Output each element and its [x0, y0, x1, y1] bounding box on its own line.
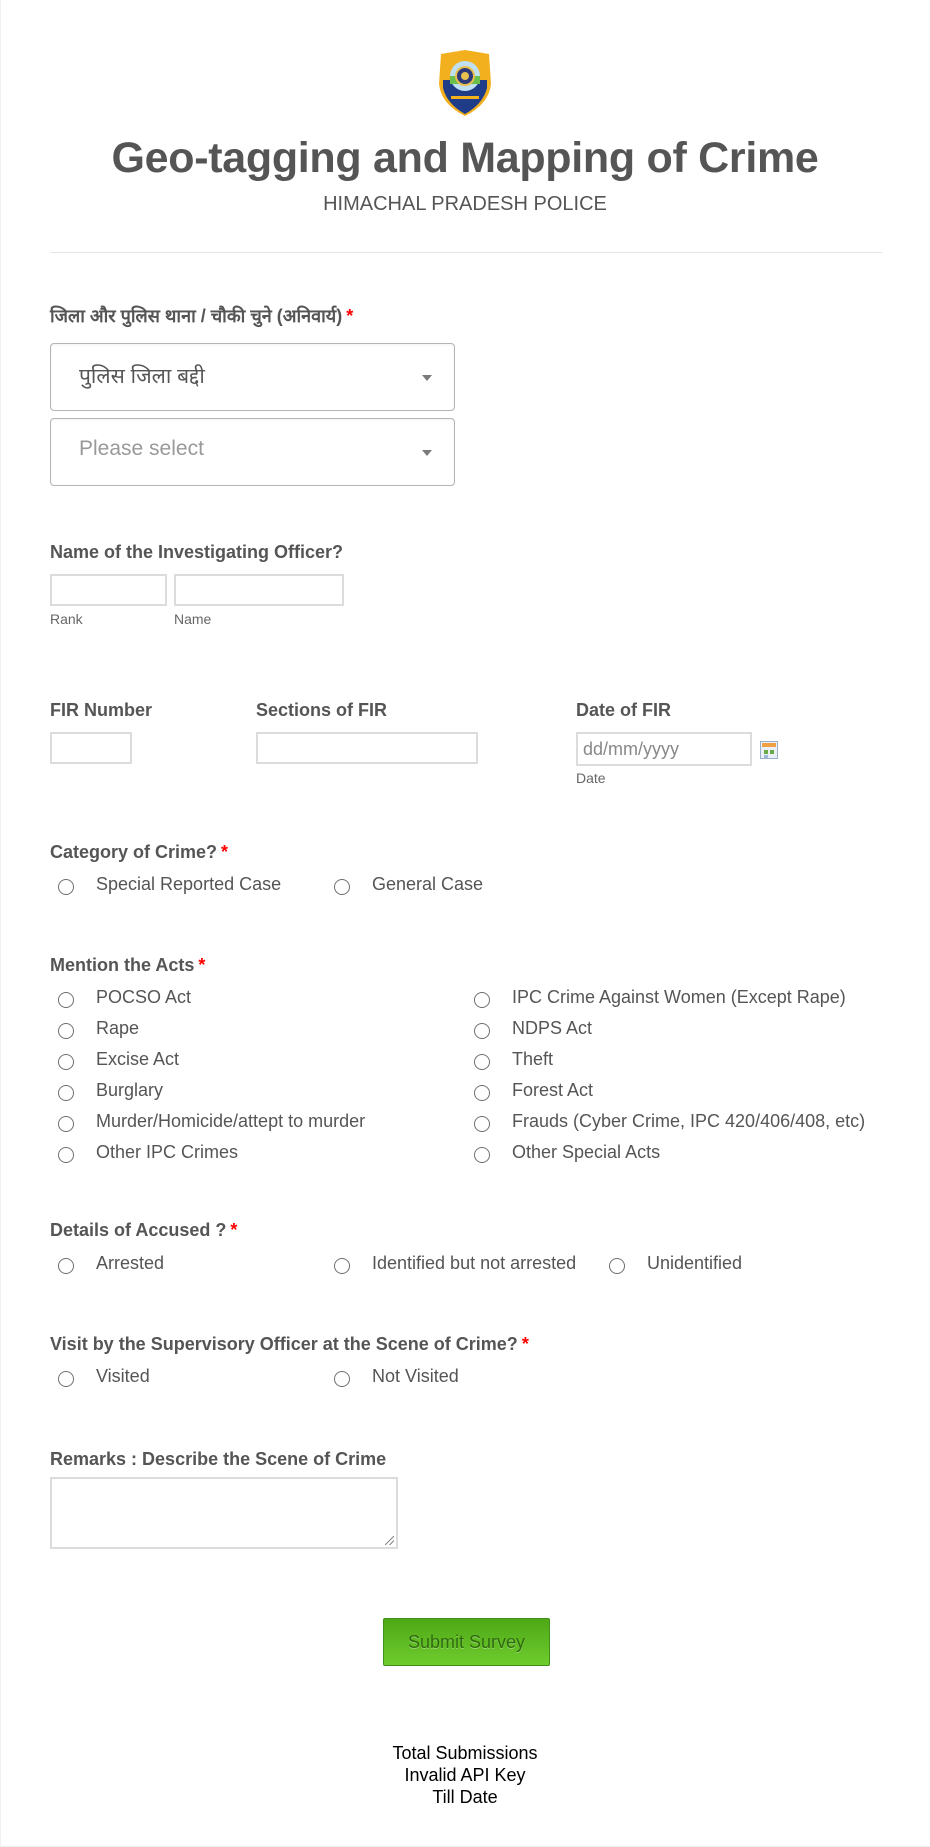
radio-label: NDPS Act — [512, 1018, 593, 1038]
required-marker: * — [346, 306, 354, 326]
radio-circle-icon[interactable] — [58, 1085, 74, 1101]
fir-date-label: Date of FIR — [576, 700, 672, 720]
radio-label: Special Reported Case — [96, 874, 282, 894]
acts-label — [50, 955, 205, 976]
radio-circle-icon[interactable] — [474, 992, 490, 1008]
resize-grip-icon[interactable] — [385, 1536, 394, 1545]
district-station-label-text: जिला और पुलिस थाना / चौकी चुने (अनिवार्य) — [50, 306, 343, 326]
radio-circle-icon[interactable] — [58, 1371, 74, 1387]
radio-label: Frauds (Cyber Crime, IPC 420/406/408, etc) — [512, 1111, 866, 1131]
district-select[interactable] — [50, 343, 455, 411]
radio-circle-icon[interactable] — [474, 1023, 490, 1039]
officer-name-input[interactable] — [174, 574, 344, 606]
radio-label: Other Special Acts — [512, 1142, 661, 1162]
category-label-text: Category of Crime? — [50, 842, 218, 862]
radio-label: Unidentified — [647, 1253, 743, 1273]
radio-act-frauds[interactable] — [466, 1111, 865, 1132]
radio-circle-icon[interactable] — [334, 1258, 350, 1274]
accused-label — [50, 1220, 237, 1241]
footer-till-date: Till Date — [432, 1787, 498, 1807]
required-marker: * — [230, 1220, 238, 1240]
radio-circle-icon[interactable] — [58, 1258, 74, 1274]
radio-circle-icon[interactable] — [58, 992, 74, 1008]
required-marker: * — [521, 1334, 529, 1354]
fir-date-placeholder: dd/mm/yyyy — [583, 739, 680, 759]
footer-total-submissions: Total Submissions — [392, 1743, 538, 1763]
name-sublabel: Name — [174, 611, 212, 627]
radio-act-excise[interactable] — [50, 1049, 179, 1070]
submit-survey-button[interactable]: Submit Survey — [383, 1618, 550, 1666]
radio-visited[interactable] — [50, 1366, 150, 1387]
page-title: Geo-tagging and Mapping of Crime — [111, 134, 819, 182]
investigating-officer-label: Name of the Investigating Officer? — [50, 542, 344, 562]
footer-api-status: Invalid API Key — [404, 1765, 526, 1785]
required-marker: * — [221, 842, 229, 862]
station-select[interactable] — [50, 418, 455, 486]
radio-circle-icon[interactable] — [474, 1116, 490, 1132]
radio-label: General Case — [372, 874, 484, 894]
radio-act-ipc-women[interactable] — [466, 987, 846, 1008]
fir-number-input[interactable] — [50, 732, 132, 764]
radio-not-visited[interactable] — [326, 1366, 459, 1387]
radio-label: Excise Act — [96, 1049, 180, 1069]
calendar-icon[interactable] — [760, 741, 778, 759]
radio-act-other-special[interactable] — [466, 1142, 660, 1163]
fir-number-label: FIR Number — [50, 700, 153, 720]
radio-act-pocso[interactable] — [50, 987, 191, 1008]
radio-label: Murder/Homicide/attept to murder — [96, 1111, 366, 1131]
chevron-down-icon — [422, 375, 432, 381]
remarks-label: Remarks : Describe the Scene of Crime — [50, 1449, 387, 1469]
radio-circle-icon[interactable] — [334, 1371, 350, 1387]
radio-act-other-ipc[interactable] — [50, 1142, 238, 1163]
radio-circle-icon[interactable] — [58, 879, 74, 895]
radio-circle-icon[interactable] — [58, 1147, 74, 1163]
remarks-textarea[interactable] — [50, 1477, 398, 1549]
radio-act-forest[interactable] — [466, 1080, 593, 1101]
radio-circle-icon[interactable] — [474, 1085, 490, 1101]
radio-label: Rape — [96, 1018, 140, 1038]
radio-act-rape[interactable] — [50, 1018, 139, 1039]
page-subtitle: HIMACHAL PRADESH POLICE — [323, 193, 607, 215]
radio-label: Identified but not arrested — [372, 1253, 577, 1273]
radio-arrested[interactable] — [50, 1253, 164, 1274]
radio-act-burglary[interactable] — [50, 1080, 163, 1101]
radio-identified-not-arrested[interactable] — [326, 1253, 576, 1274]
radio-act-theft[interactable] — [466, 1049, 553, 1070]
radio-circle-icon[interactable] — [334, 879, 350, 895]
radio-label: Other IPC Crimes — [96, 1142, 239, 1162]
radio-circle-icon[interactable] — [58, 1116, 74, 1132]
fir-sections-label: Sections of FIR — [256, 700, 388, 720]
radio-label: Burglary — [96, 1080, 164, 1100]
acts-label-text: Mention the Acts — [50, 955, 195, 975]
header-divider — [50, 252, 882, 253]
radio-label: Arrested — [96, 1253, 165, 1273]
district-select-value: पुलिस जिला बद्दी — [79, 365, 205, 388]
radio-circle-icon[interactable] — [474, 1147, 490, 1163]
radio-label: Forest Act — [512, 1080, 594, 1100]
radio-general-case[interactable] — [326, 874, 483, 895]
rank-sublabel: Rank — [50, 611, 83, 627]
district-station-label — [50, 304, 353, 328]
police-badge-logo — [437, 50, 493, 116]
station-select-placeholder: Please select — [79, 437, 204, 460]
radio-circle-icon[interactable] — [58, 1054, 74, 1070]
radio-circle-icon[interactable] — [474, 1054, 490, 1070]
category-label — [50, 842, 228, 863]
radio-label: Theft — [512, 1049, 554, 1069]
radio-act-ndps[interactable] — [466, 1018, 592, 1039]
officer-rank-input[interactable] — [50, 574, 167, 606]
required-marker: * — [198, 955, 206, 975]
radio-label: Not Visited — [372, 1366, 459, 1386]
date-sublabel: Date — [576, 770, 606, 786]
radio-unidentified[interactable] — [601, 1253, 742, 1274]
radio-circle-icon[interactable] — [609, 1258, 625, 1274]
chevron-down-icon — [422, 450, 432, 456]
radio-label: Visited — [96, 1366, 150, 1386]
accused-label-text: Details of Accused ? — [50, 1220, 227, 1240]
radio-label: IPC Crime Against Women (Except Rape) — [512, 987, 846, 1007]
radio-act-murder[interactable] — [50, 1111, 365, 1132]
supervisory-visit-label — [50, 1334, 529, 1355]
fir-sections-input[interactable] — [256, 732, 478, 764]
radio-label: POCSO Act — [96, 987, 192, 1007]
supervisory-visit-label-text: Visit by the Supervisory Officer at the Scene of Crime? — [50, 1334, 518, 1354]
radio-special-reported-case[interactable] — [50, 874, 281, 895]
fir-date-input[interactable] — [576, 732, 752, 766]
radio-circle-icon[interactable] — [58, 1023, 74, 1039]
